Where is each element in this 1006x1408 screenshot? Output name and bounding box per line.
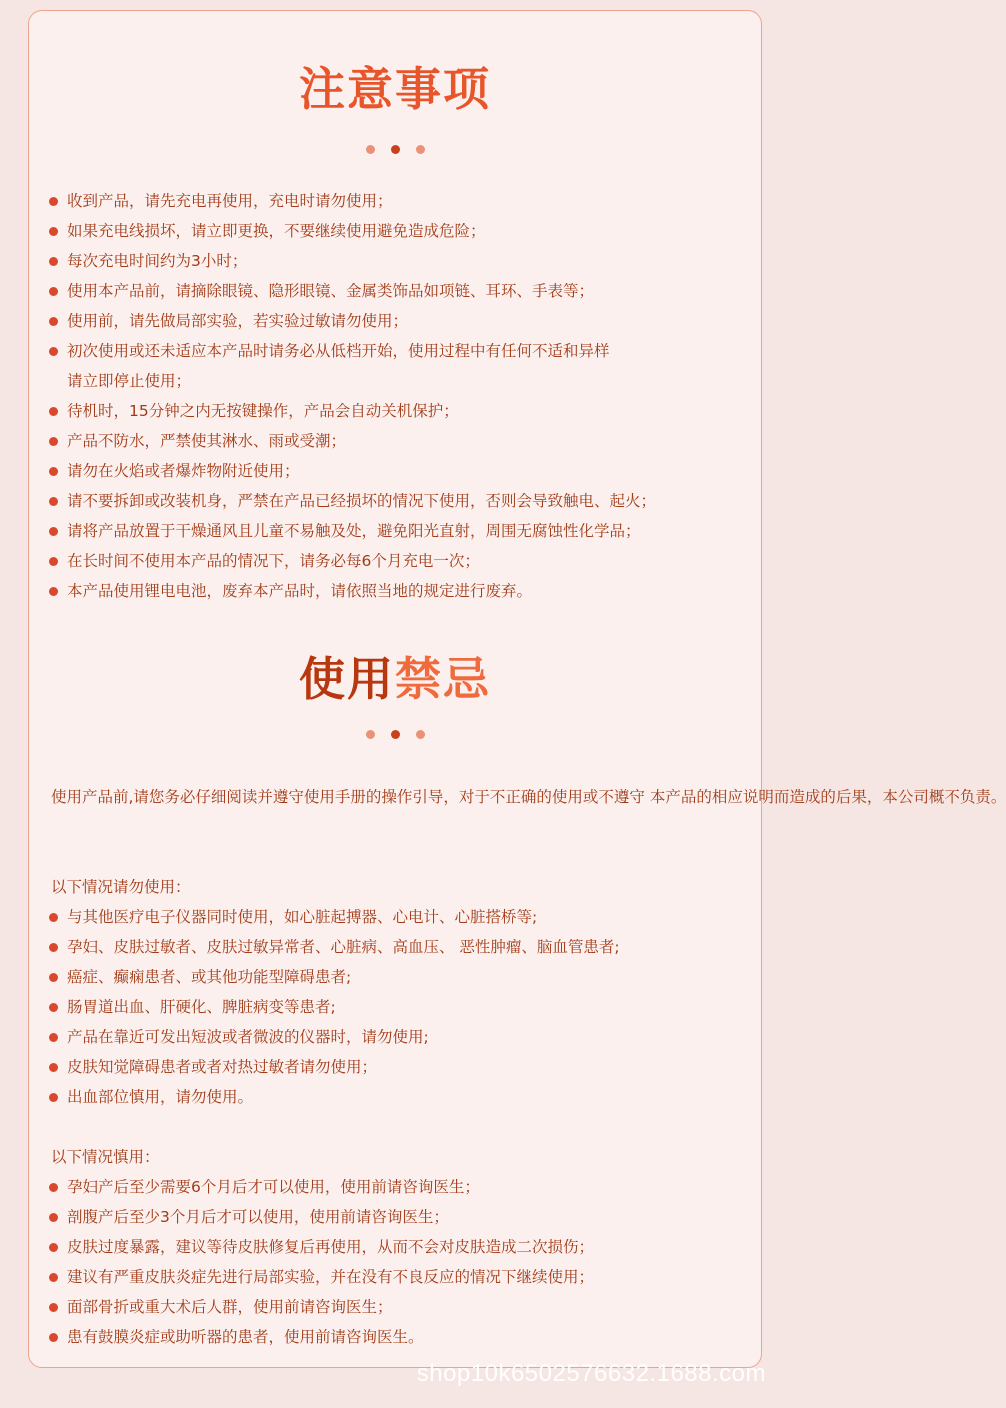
divider-dot bbox=[391, 730, 400, 739]
do-not-use-heading: 以下情况请勿使用： bbox=[51, 878, 191, 896]
list-item bbox=[29, 902, 620, 932]
bullet-dot-icon bbox=[49, 197, 58, 206]
divider-dot bbox=[366, 145, 375, 154]
list-item bbox=[29, 962, 620, 992]
list-item bbox=[29, 396, 656, 426]
list-item bbox=[29, 216, 656, 246]
divider-dot bbox=[366, 730, 375, 739]
bullet-dot-icon bbox=[49, 913, 58, 922]
list-item bbox=[29, 426, 656, 456]
use-with-caution-list bbox=[29, 1172, 594, 1352]
list-item bbox=[29, 276, 656, 306]
list-item bbox=[29, 1292, 594, 1322]
contraindications-title bbox=[29, 651, 761, 707]
bullet-dot-icon bbox=[49, 437, 58, 446]
list-item-text: 与其他医疗电子仪器同时使用，如心脏起搏器、心电计、心脏搭桥等; bbox=[67, 908, 538, 926]
list-item-text: 癌症、癫痫患者、或其他功能型障碍患者; bbox=[67, 968, 352, 986]
do-not-use-list bbox=[29, 902, 620, 1112]
bullet-dot-icon bbox=[49, 1033, 58, 1042]
bullet-dot-icon bbox=[49, 347, 58, 356]
bullet-dot-icon bbox=[49, 257, 58, 266]
list-item-text: 请不要拆卸或改装机身，严禁在产品已经损坏的情况下使用，否则会导致触电、起火； bbox=[67, 492, 657, 510]
list-item-text: 在长时间不使用本产品的情况下，请务必每6个月充电一次； bbox=[67, 552, 480, 570]
list-item-text: 产品在靠近可发出短波或者微波的仪器时，请勿使用; bbox=[67, 1028, 429, 1046]
bullet-dot-icon bbox=[49, 943, 58, 952]
list-item bbox=[29, 932, 620, 962]
divider-dot bbox=[416, 730, 425, 739]
bullet-dot-icon bbox=[49, 1243, 58, 1252]
bullet-dot-icon bbox=[49, 1333, 58, 1342]
bullet-dot-icon bbox=[49, 1063, 58, 1072]
contraindications-title-part2: 禁忌 bbox=[395, 652, 491, 706]
list-item bbox=[29, 336, 656, 396]
list-item-text: 建议有严重皮肤炎症先进行局部实验，并在没有不良反应的情况下继续使用； bbox=[67, 1268, 595, 1286]
list-item-text: 出血部位慎用，请勿使用。 bbox=[67, 1088, 254, 1106]
list-item-text: 皮肤知觉障碍患者或者对热过敏者请勿使用； bbox=[67, 1058, 378, 1076]
bullet-dot-icon bbox=[49, 467, 58, 476]
divider-dot bbox=[391, 145, 400, 154]
contraindications-intro: 使用产品前,请您务必仔细阅读并遵守使用手册的操作引导，对于不正确的使用或不遵守 本产品的相应说明而造成的后果，本公司概不负责。 bbox=[51, 788, 1006, 806]
list-item bbox=[29, 1262, 594, 1292]
bullet-dot-icon bbox=[49, 227, 58, 236]
list-item-text: 产品不防水，严禁使其淋水、雨或受潮； bbox=[67, 432, 347, 450]
list-item bbox=[29, 516, 656, 546]
list-item bbox=[29, 486, 656, 516]
list-item-text: 剖腹产后至少3个月后才可以使用，使用前请咨询医生； bbox=[67, 1208, 449, 1226]
title-divider-dots bbox=[29, 728, 761, 740]
list-item-text: 初次使用或还未适应本产品时请务必从低档开始，使用过程中有任何不适和异样 请立即停止使用； bbox=[67, 342, 610, 390]
bullet-dot-icon bbox=[49, 407, 58, 416]
divider-dot bbox=[416, 145, 425, 154]
list-item-text: 请勿在火焰或者爆炸物附近使用； bbox=[67, 462, 300, 480]
list-item-text: 每次充电时间约为3小时； bbox=[67, 252, 248, 270]
list-item bbox=[29, 456, 656, 486]
list-item-text: 请将产品放置于干燥通风且儿童不易触及处，避免阳光直射，周围无腐蚀性化学品； bbox=[67, 522, 641, 540]
list-item-text: 患有鼓膜炎症或助听器的患者，使用前请咨询医生。 bbox=[67, 1328, 424, 1346]
bullet-dot-icon bbox=[49, 317, 58, 326]
notice-list bbox=[29, 186, 656, 606]
bullet-dot-icon bbox=[49, 1273, 58, 1282]
list-item bbox=[29, 1202, 594, 1232]
bullet-dot-icon bbox=[49, 527, 58, 536]
list-item-text: 如果充电线损坏，请立即更换，不要继续使用避免造成危险； bbox=[67, 222, 486, 240]
list-item bbox=[29, 1232, 594, 1262]
notice-title: 注意事项 bbox=[299, 62, 491, 116]
bullet-dot-icon bbox=[49, 1303, 58, 1312]
bullet-dot-icon bbox=[49, 587, 58, 596]
list-item bbox=[29, 186, 656, 216]
contraindications-title-part1: 使用 bbox=[299, 652, 395, 706]
list-item bbox=[29, 1172, 594, 1202]
bullet-dot-icon bbox=[49, 1093, 58, 1102]
list-item bbox=[29, 576, 656, 606]
list-item-text: 本产品使用锂电电池，废弃本产品时，请依照当地的规定进行废弃。 bbox=[67, 582, 533, 600]
list-item bbox=[29, 1052, 620, 1082]
bullet-dot-icon bbox=[49, 1003, 58, 1012]
list-item-text: 皮肤过度暴露，建议等待皮肤修复后再使用，从而不会对皮肤造成二次损伤； bbox=[67, 1238, 595, 1256]
list-item bbox=[29, 1322, 594, 1352]
title-divider-dots bbox=[29, 143, 761, 155]
list-item-text: 待机时，15分钟之内无按键操作，产品会自动关机保护； bbox=[67, 402, 459, 420]
bullet-dot-icon bbox=[49, 973, 58, 982]
list-item-text: 孕妇、皮肤过敏者、皮肤过敏异常者、心脏病、高血压、 恶性肿瘤、脑血管患者; bbox=[67, 938, 620, 956]
list-item bbox=[29, 1082, 620, 1112]
list-item bbox=[29, 1022, 620, 1052]
bullet-dot-icon bbox=[49, 287, 58, 296]
list-item-text: 孕妇产后至少需要6个月后才可以使用，使用前请咨询医生； bbox=[67, 1178, 480, 1196]
list-item bbox=[29, 546, 656, 576]
list-item bbox=[29, 246, 656, 276]
list-item bbox=[29, 306, 656, 336]
bullet-dot-icon bbox=[49, 557, 58, 566]
content-card bbox=[28, 10, 1006, 1368]
bullet-dot-icon bbox=[49, 1183, 58, 1192]
list-item-text: 收到产品，请先充电再使用，充电时请勿使用； bbox=[67, 192, 393, 210]
list-item bbox=[29, 992, 620, 1022]
bullet-dot-icon bbox=[49, 497, 58, 506]
store-watermark: shop10k6502576632.1688.com bbox=[416, 1360, 766, 1387]
bullet-dot-icon bbox=[49, 1213, 58, 1222]
list-item-text: 使用本产品前，请摘除眼镜、隐形眼镜、金属类饰品如项链、耳环、手表等； bbox=[67, 282, 595, 300]
list-item-text: 面部骨折或重大术后人群，使用前请咨询医生； bbox=[67, 1298, 393, 1316]
list-item-text: 肠胃道出血、肝硬化、脾脏病变等患者; bbox=[67, 998, 336, 1016]
list-item-text: 使用前，请先做局部实验，若实验过敏请勿使用； bbox=[67, 312, 409, 330]
use-with-caution-heading: 以下情况慎用： bbox=[51, 1148, 160, 1166]
